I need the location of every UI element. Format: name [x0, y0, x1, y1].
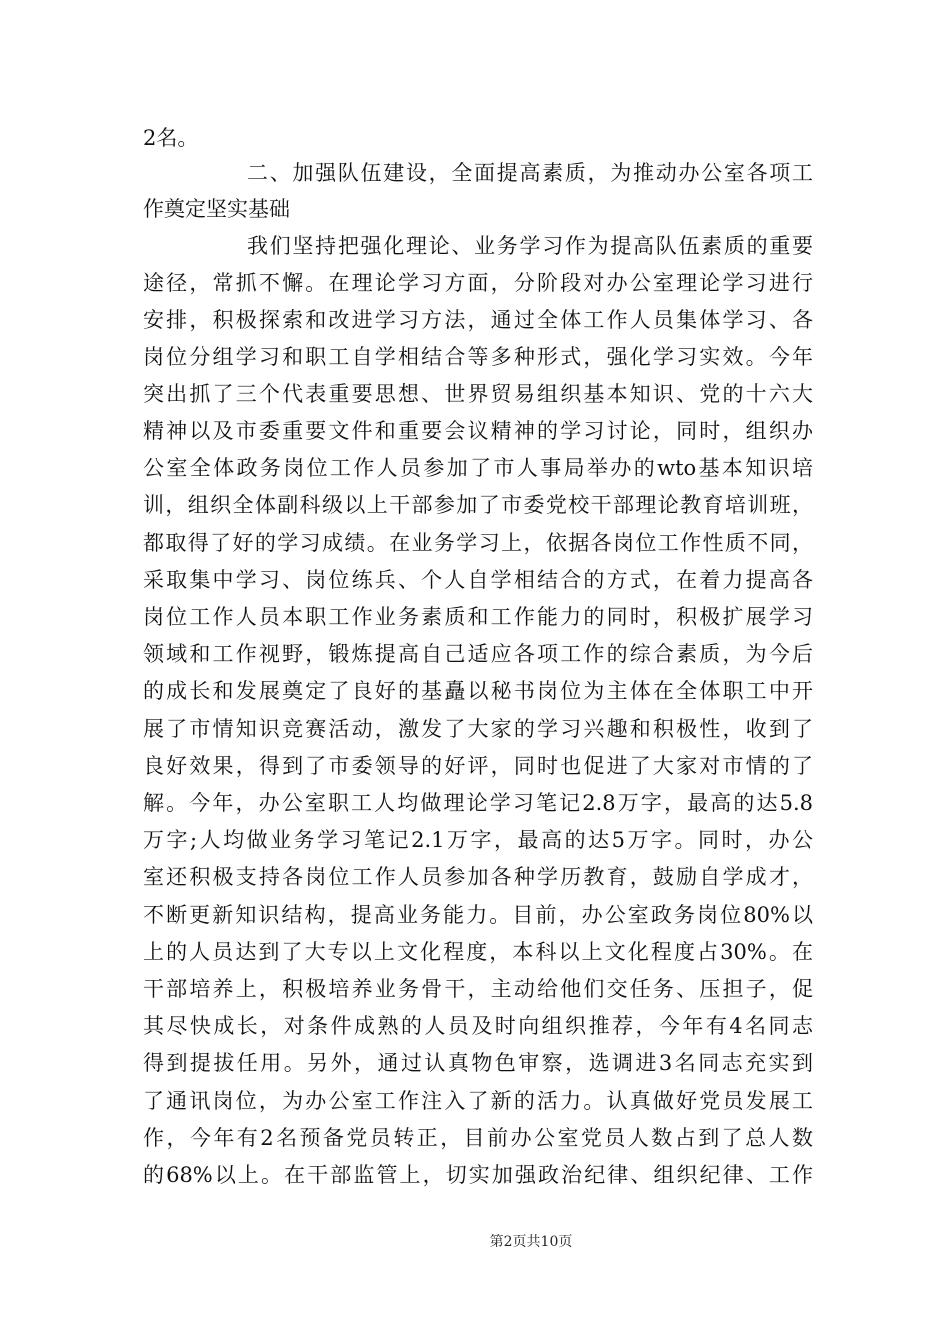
text-line: 采取集中学习、岗位练兵、个人自学相结合的方式，在着力提高各: [143, 568, 813, 592]
page-number-footer: 第2页共10页: [489, 1234, 573, 1250]
text-line: 都取得了好的学习成绩。在业务学习上，依据各岗位工作性质不同，: [143, 531, 813, 555]
text-line: 展了市情知识竞赛活动，激发了大家的学习兴趣和积极性，收到了: [143, 717, 813, 741]
text-line: 2名。: [143, 126, 199, 150]
text-line: 的成长和发展奠定了良好的基矗以秘书岗位为主体在全体职工中开: [143, 679, 813, 703]
text-line: 万字;人均做业务学习笔记2.1万字，最高的达5万字。同时，办公: [143, 828, 813, 852]
text-line: 公室全体政务岗位工作人员参加了市人事局举办的wto基本知识培: [143, 456, 813, 480]
text-line: 干部培养上，积极培养业务骨干，主动给他们交任务、压担子，促: [143, 977, 813, 1001]
text-line: 解。今年，办公室职工人均做理论学习笔记2.8万字，最高的达5.8: [143, 791, 813, 815]
text-line: 领域和工作视野，锻炼提高自己适应各项工作的综合素质，为今后: [143, 642, 813, 666]
text-line: 岗位分组学习和职工自学相结合等多种形式，强化学习实效。今年: [143, 345, 813, 369]
text-line: 突出抓了三个代表重要思想、世界贸易组织基本知识、党的十六大: [143, 382, 813, 406]
text-line: 其尽快成长，对条件成熟的人员及时向组织推荐，今年有4名同志: [143, 1014, 813, 1038]
text-line: 良好效果，得到了市委领导的好评，同时也促进了大家对市情的了: [143, 754, 813, 778]
text-line: 室还积极支持各岗位工作人员参加各种学历教育，鼓励自学成才，: [143, 865, 813, 889]
text-line: 上的人员达到了大专以上文化程度，本科以上文化程度占30%。在: [143, 940, 813, 964]
section-heading-line: 作奠定坚实基础: [143, 197, 290, 221]
text-line: 作，今年有2名预备党员转正，目前办公室党员人数占到了总人数: [143, 1126, 813, 1150]
text-line: 途径，常抓不懈。在理论学习方面，分阶段对办公室理论学习进行: [143, 271, 813, 295]
text-line: 的68%以上。在干部监管上，切实加强政治纪律、组织纪律、工作: [143, 1163, 813, 1187]
text-line: 我们坚持把强化理论、业务学习作为提高队伍素质的重要: [247, 234, 813, 258]
text-line: 训，组织全体副科级以上干部参加了市委党校干部理论教育培训班，: [143, 493, 813, 517]
text-line: 得到提拔任用。另外，通过认真物色审察，选调进3名同志充实到: [143, 1051, 813, 1075]
text-line: 了通讯岗位，为办公室工作注入了新的活力。认真做好党员发展工: [143, 1089, 813, 1113]
text-line: 安排，积极探索和改进学习方法，通过全体工作人员集体学习、各: [143, 308, 813, 332]
text-line: 岗位工作人员本职工作业务素质和工作能力的同时，积极扩展学习: [143, 605, 813, 629]
text-line: 不断更新知识结构，提高业务能力。目前，办公室政务岗位80%以: [143, 903, 813, 927]
section-heading-line: 二、加强队伍建设，全面提高素质，为推动办公室各项工: [247, 161, 813, 185]
text-line: 精神以及市委重要文件和重要会议精神的学习讨论，同时，组织办: [143, 419, 813, 443]
